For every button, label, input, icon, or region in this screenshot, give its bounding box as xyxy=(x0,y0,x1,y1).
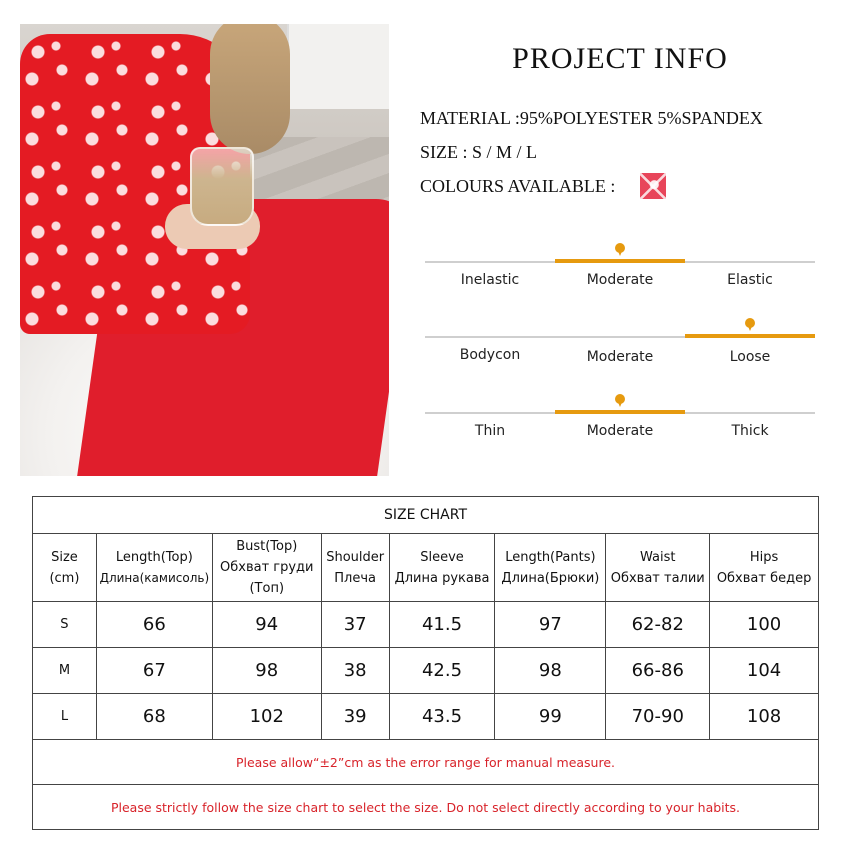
table-row-s xyxy=(33,602,819,648)
table-row-m xyxy=(33,648,819,694)
table-cell: 94 xyxy=(212,602,321,648)
column-header-length-top: Length(Top) Длина(камисоль) xyxy=(96,534,212,602)
scale-label: Moderate xyxy=(586,272,654,288)
size-text: SIZE : S / M / L xyxy=(420,142,538,162)
location-pin-icon xyxy=(615,243,625,257)
table-cell: 97 xyxy=(495,602,606,648)
column-header-length-pants: Length(Pants) Длина(Брюки) xyxy=(495,534,606,602)
column-header-sleeve: Sleeve Длина рукава xyxy=(389,534,495,602)
table-cell: 41.5 xyxy=(389,602,495,648)
table-cell: 104 xyxy=(710,648,819,694)
column-header-hips: Hips Обхват бедер xyxy=(710,534,819,602)
table-cell: 38 xyxy=(321,648,389,694)
table-cell: 37 xyxy=(321,602,389,648)
column-header-waist: Waist Обхват талии xyxy=(606,534,710,602)
scale-label: Thick xyxy=(731,423,769,439)
colours-label: COLOURS AVAILABLE : xyxy=(420,176,616,196)
scale-label: Elastic xyxy=(727,272,773,288)
elasticity-scale xyxy=(425,240,815,290)
thickness-scale xyxy=(425,391,815,441)
table-cell: 39 xyxy=(321,694,389,740)
table-cell: 102 xyxy=(212,694,321,740)
column-header-shoulder: Shoulder Плеча xyxy=(321,534,389,602)
size-chart-title: SIZE CHART xyxy=(33,497,819,534)
table-cell: 70-90 xyxy=(606,694,710,740)
scale-label: Inelastic xyxy=(460,272,520,288)
table-cell: 68 xyxy=(96,694,212,740)
scale-label: Thin xyxy=(474,423,506,439)
table-cell: 100 xyxy=(710,602,819,648)
scale-active-segment xyxy=(555,259,685,263)
header-row xyxy=(33,534,819,602)
fit-scale xyxy=(425,315,815,365)
table-cell: 67 xyxy=(96,648,212,694)
table-cell: 43.5 xyxy=(389,694,495,740)
project-info-title: PROJECT INFO xyxy=(512,42,728,75)
colour-swatch-red-snowflake[interactable] xyxy=(640,173,666,199)
table-cell: S xyxy=(33,602,97,648)
coffee-glass xyxy=(190,147,254,226)
column-header-size: Size (cm) xyxy=(33,534,97,602)
white-cabinet xyxy=(287,24,389,109)
table-cell: M xyxy=(33,648,97,694)
scale-label: Moderate xyxy=(586,423,654,439)
size-chart-table xyxy=(32,496,819,830)
table-row-l xyxy=(33,694,819,740)
table-cell: 66 xyxy=(96,602,212,648)
scale-active-segment xyxy=(685,334,815,338)
table-cell: 99 xyxy=(495,694,606,740)
column-header-bust: Bust(Top) Обхват груди (Топ) xyxy=(212,534,321,602)
material-text: MATERIAL :95%POLYESTER 5%SPANDEX xyxy=(420,108,763,128)
location-pin-icon xyxy=(745,318,755,332)
measurement-error-note: Please allow“±2”cm as the error range for manual measure. xyxy=(33,740,819,785)
location-pin-icon xyxy=(615,394,625,408)
table-cell: 42.5 xyxy=(389,648,495,694)
scale-active-segment xyxy=(555,410,685,414)
hair xyxy=(210,24,290,154)
table-cell: 62-82 xyxy=(606,602,710,648)
table-cell: L xyxy=(33,694,97,740)
scale-label: Loose xyxy=(729,349,771,365)
table-cell: 98 xyxy=(212,648,321,694)
table-cell: 98 xyxy=(495,648,606,694)
scale-label: Bodycon xyxy=(459,347,521,363)
table-cell: 108 xyxy=(710,694,819,740)
table-cell: 66-86 xyxy=(606,648,710,694)
scale-label: Moderate xyxy=(586,349,654,365)
product-photo xyxy=(20,24,389,476)
size-selection-note: Please strictly follow the size chart to select the size. Do not select directly according to your habits. xyxy=(33,785,819,830)
